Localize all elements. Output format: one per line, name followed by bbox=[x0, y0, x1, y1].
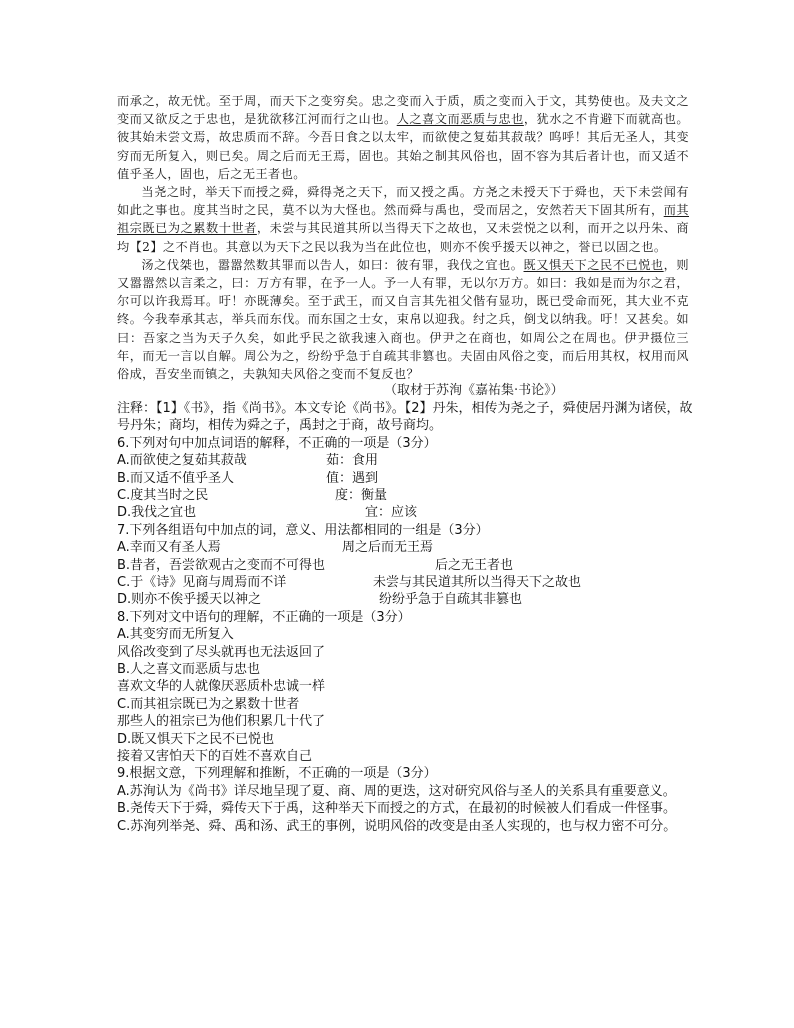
question-6-option-a: A.而欲使之复茹其菽哉 茹：食用 bbox=[117, 453, 379, 469]
questions-section bbox=[117, 400, 697, 835]
passage-paragraph-1 bbox=[117, 92, 689, 183]
question-8-option-a-explanation: 风俗改变到了尽头就再也无法返回了 bbox=[117, 644, 326, 660]
classical-passage bbox=[117, 92, 689, 383]
question-8-option-c-explanation: 那些人的祖宗已为他们积累几十代了 bbox=[117, 714, 326, 730]
question-8-option-d-explanation: 接着又害怕天下的百姓不喜欢自己 bbox=[117, 749, 313, 764]
question-6-option-b: B.而又适不值乎圣人 值：遇到 bbox=[117, 470, 379, 486]
passage-source: （取材于苏洵《嘉祐集·书论》） bbox=[384, 383, 564, 398]
question-7-stem: 7.下列各组语句中加点的词，意义、用法都相同的一组是（3分） bbox=[117, 522, 489, 538]
question-9-option-a: A.苏洵认为《尚书》详尽地呈现了夏、商、周的更迭，这对研究风俗与圣人的关系具有重要意义。 bbox=[117, 783, 676, 799]
passage-text: 当尧之时，举天下而授之舜，舜得尧之天下，而又授之禹。方尧之未授天下于舜也，天下未尝闻有如此之事也。度其当时之民，莫不以为大怪也。然而舜与禹也，受而居之，安然若天下固其所有， bbox=[117, 185, 689, 218]
question-8-option-c: C.而其祖宗既已为之累数十世者 bbox=[117, 696, 300, 712]
question-8-option-b: B.人之喜文而恶质与忠也 bbox=[117, 661, 261, 677]
underlined-sentence: 既又惧天下之民不已悦也 bbox=[523, 257, 664, 272]
question-7-option-c: C.于《诗》见商与周焉而不详 未尝与其民道其所以当得天下之故也 bbox=[117, 574, 582, 590]
question-8-stem: 8.下列对文中语句的理解，不正确的一项是（3分） bbox=[117, 609, 411, 625]
question-8-option-d: D.既又惧天下之民不已悦也 bbox=[117, 731, 275, 747]
passage-text: 而承之，故无忧。至于周，而天下之变穷矣。忠之变而入于质，质之变而入于文，其势使也。及夫文之变而又欲反之于忠也，是犹欲移江河而行之山也。 bbox=[117, 94, 689, 127]
underlined-sentence: 人之喜文而恶质与忠也 bbox=[396, 112, 524, 127]
underlined-sentence: 而其祖宗既已为之累数十世者 bbox=[117, 203, 689, 236]
passage-text: ，犹水之不肯避下而就高也。彼其始未尝文焉，故忠质而不辞。今吾日食之以太牢，而欲使之复茹其菽哉？呜呼！其后无圣人，其变穷而无所复入，则已矣。周之后而无王焉，固也。其始之制其风俗也，固不容为其后者计也，而又适不值乎圣人，固也，后之无王者也。 bbox=[117, 112, 689, 181]
passage-paragraph-3 bbox=[117, 256, 689, 383]
question-9-option-b: B.尧传天下于舜，舜传天下于禹，这种举天下而授之的方式，在最初的时候被人们看成一件怪事。 bbox=[117, 801, 677, 817]
question-7-option-d: D.则亦不俟乎援天以神之 纷纷乎急于自疏其非篡也 bbox=[117, 592, 523, 608]
question-9-option-c: C.苏洵列举尧、舜、禹和汤、武王的事例，说明风俗的改变是由圣人实现的，也与权力密不可分。 bbox=[117, 818, 677, 834]
question-6-stem: 6.下列对句中加点词语的解释，不正确的一项是（3分） bbox=[117, 435, 437, 451]
passage-text: ，未尝与其民道其所以当得天下之故也，又未尝悦之以利，而开之以丹朱、商均【2】之不肖也。其意以为天下之民以我为当在此位也，则亦不俟乎援天以神之，誉已以固之也。 bbox=[117, 221, 689, 254]
passage-text: 汤之伐桀也，嚣嚣然数其罪而以告人，如曰：彼有罪，我伐之宜也。 bbox=[141, 257, 524, 272]
question-7-option-a: A.幸而又有圣人焉 周之后而无王焉 bbox=[117, 540, 434, 556]
question-8-option-a: A.其变穷而无所复入 bbox=[117, 627, 234, 643]
passage-text: ，则又嚣嚣然以言柔之，曰：万方有罪，在予一人。予一人有罪，无以尔万方。如曰：我如是而为尔之君，尔可以许我焉耳。吁！亦既薄矣。至于武王，而又自言其先祖父偕有显功，既已受命而死，其大业不克终。今我奉承其志，举兵而东伐。而东国之士女，束帛以迎我。纣之兵，倒戈以纳我。吁！又甚矣。如曰：吾家之当为天子久矣，如此乎民之欲我速入商也。伊尹之在商也，如周公之在周也。伊尹摄位三年，而无一言以自解。周公为之，纷纷乎急于自疏其非篡也。夫固由风俗之变，而后用其权，权用而风俗成，吾安坐而镇之，夫孰知夫风俗之变而不复反也？ bbox=[117, 257, 689, 382]
passage-paragraph-2 bbox=[117, 183, 689, 256]
question-7-option-b: B.昔者，吾尝欲观古之变而不可得也 后之无王者也 bbox=[117, 557, 514, 573]
question-6-option-c: C.度其当时之民 度：衡量 bbox=[117, 488, 388, 503]
notes: 注释：【1】《书》，指《尚书》。本文专论《尚书》。【2】丹朱，相传为尧之子，舜使居丹渊为诸侯，故号丹朱；商均，相传为舜之子，禹封之于商，故号商均。 bbox=[117, 401, 693, 434]
question-8-option-b-explanation: 喜欢文华的人就像厌恶质朴忠诚一样 bbox=[117, 679, 326, 695]
question-6-option-d: D.我伐之宜也 宜：应该 bbox=[117, 505, 418, 521]
question-9-stem: 9.根据文意，下列理解和推断，不正确的一项是（3分） bbox=[117, 766, 437, 782]
